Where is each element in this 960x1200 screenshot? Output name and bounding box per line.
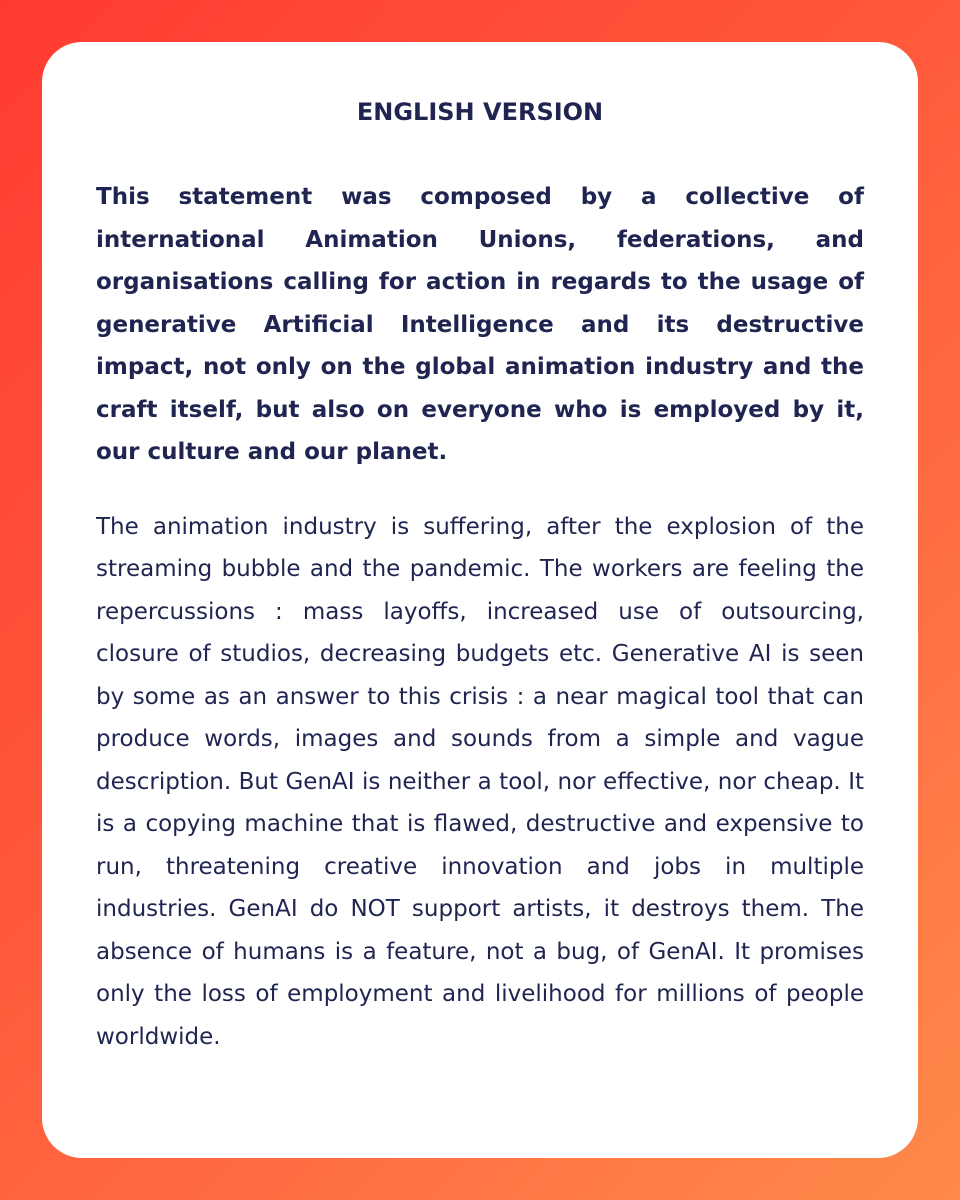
- statement-card: [42, 42, 918, 1158]
- intro-paragraph: This statement was composed by a collective of international Animation Unions, federations, and organisations calling for action in regards to the usage of generative Artificial Intelligence and its destructive impact, not only on the global animation industry and the craft itself, but also on everyone who is employed by it, our culture and our planet.: [96, 184, 864, 465]
- document-title: ENGLISH VERSION: [356, 98, 604, 126]
- body-paragraph: The animation industry is suffering, after the explosion of the streaming bubble and the pandemic. The workers are feeling the repercussions : mass layoffs, increased use of outsourcing, closure of studios, decreasing budgets etc. Generative AI is seen by some as an answer to this crisis : a near magical tool that can produce words, images and sounds from a simple and vague description. But GenAI is neither a tool, nor effective, nor cheap. It is a copying machine that is flawed, destructive and expensive to run, threatening creative innovation and jobs in multiple industries. GenAI do NOT support artists, it destroys them. The absence of humans is a feature, not a bug, of GenAI. It promises only the loss of employment and livelihood for millions of people worldwide.: [96, 513, 864, 1050]
